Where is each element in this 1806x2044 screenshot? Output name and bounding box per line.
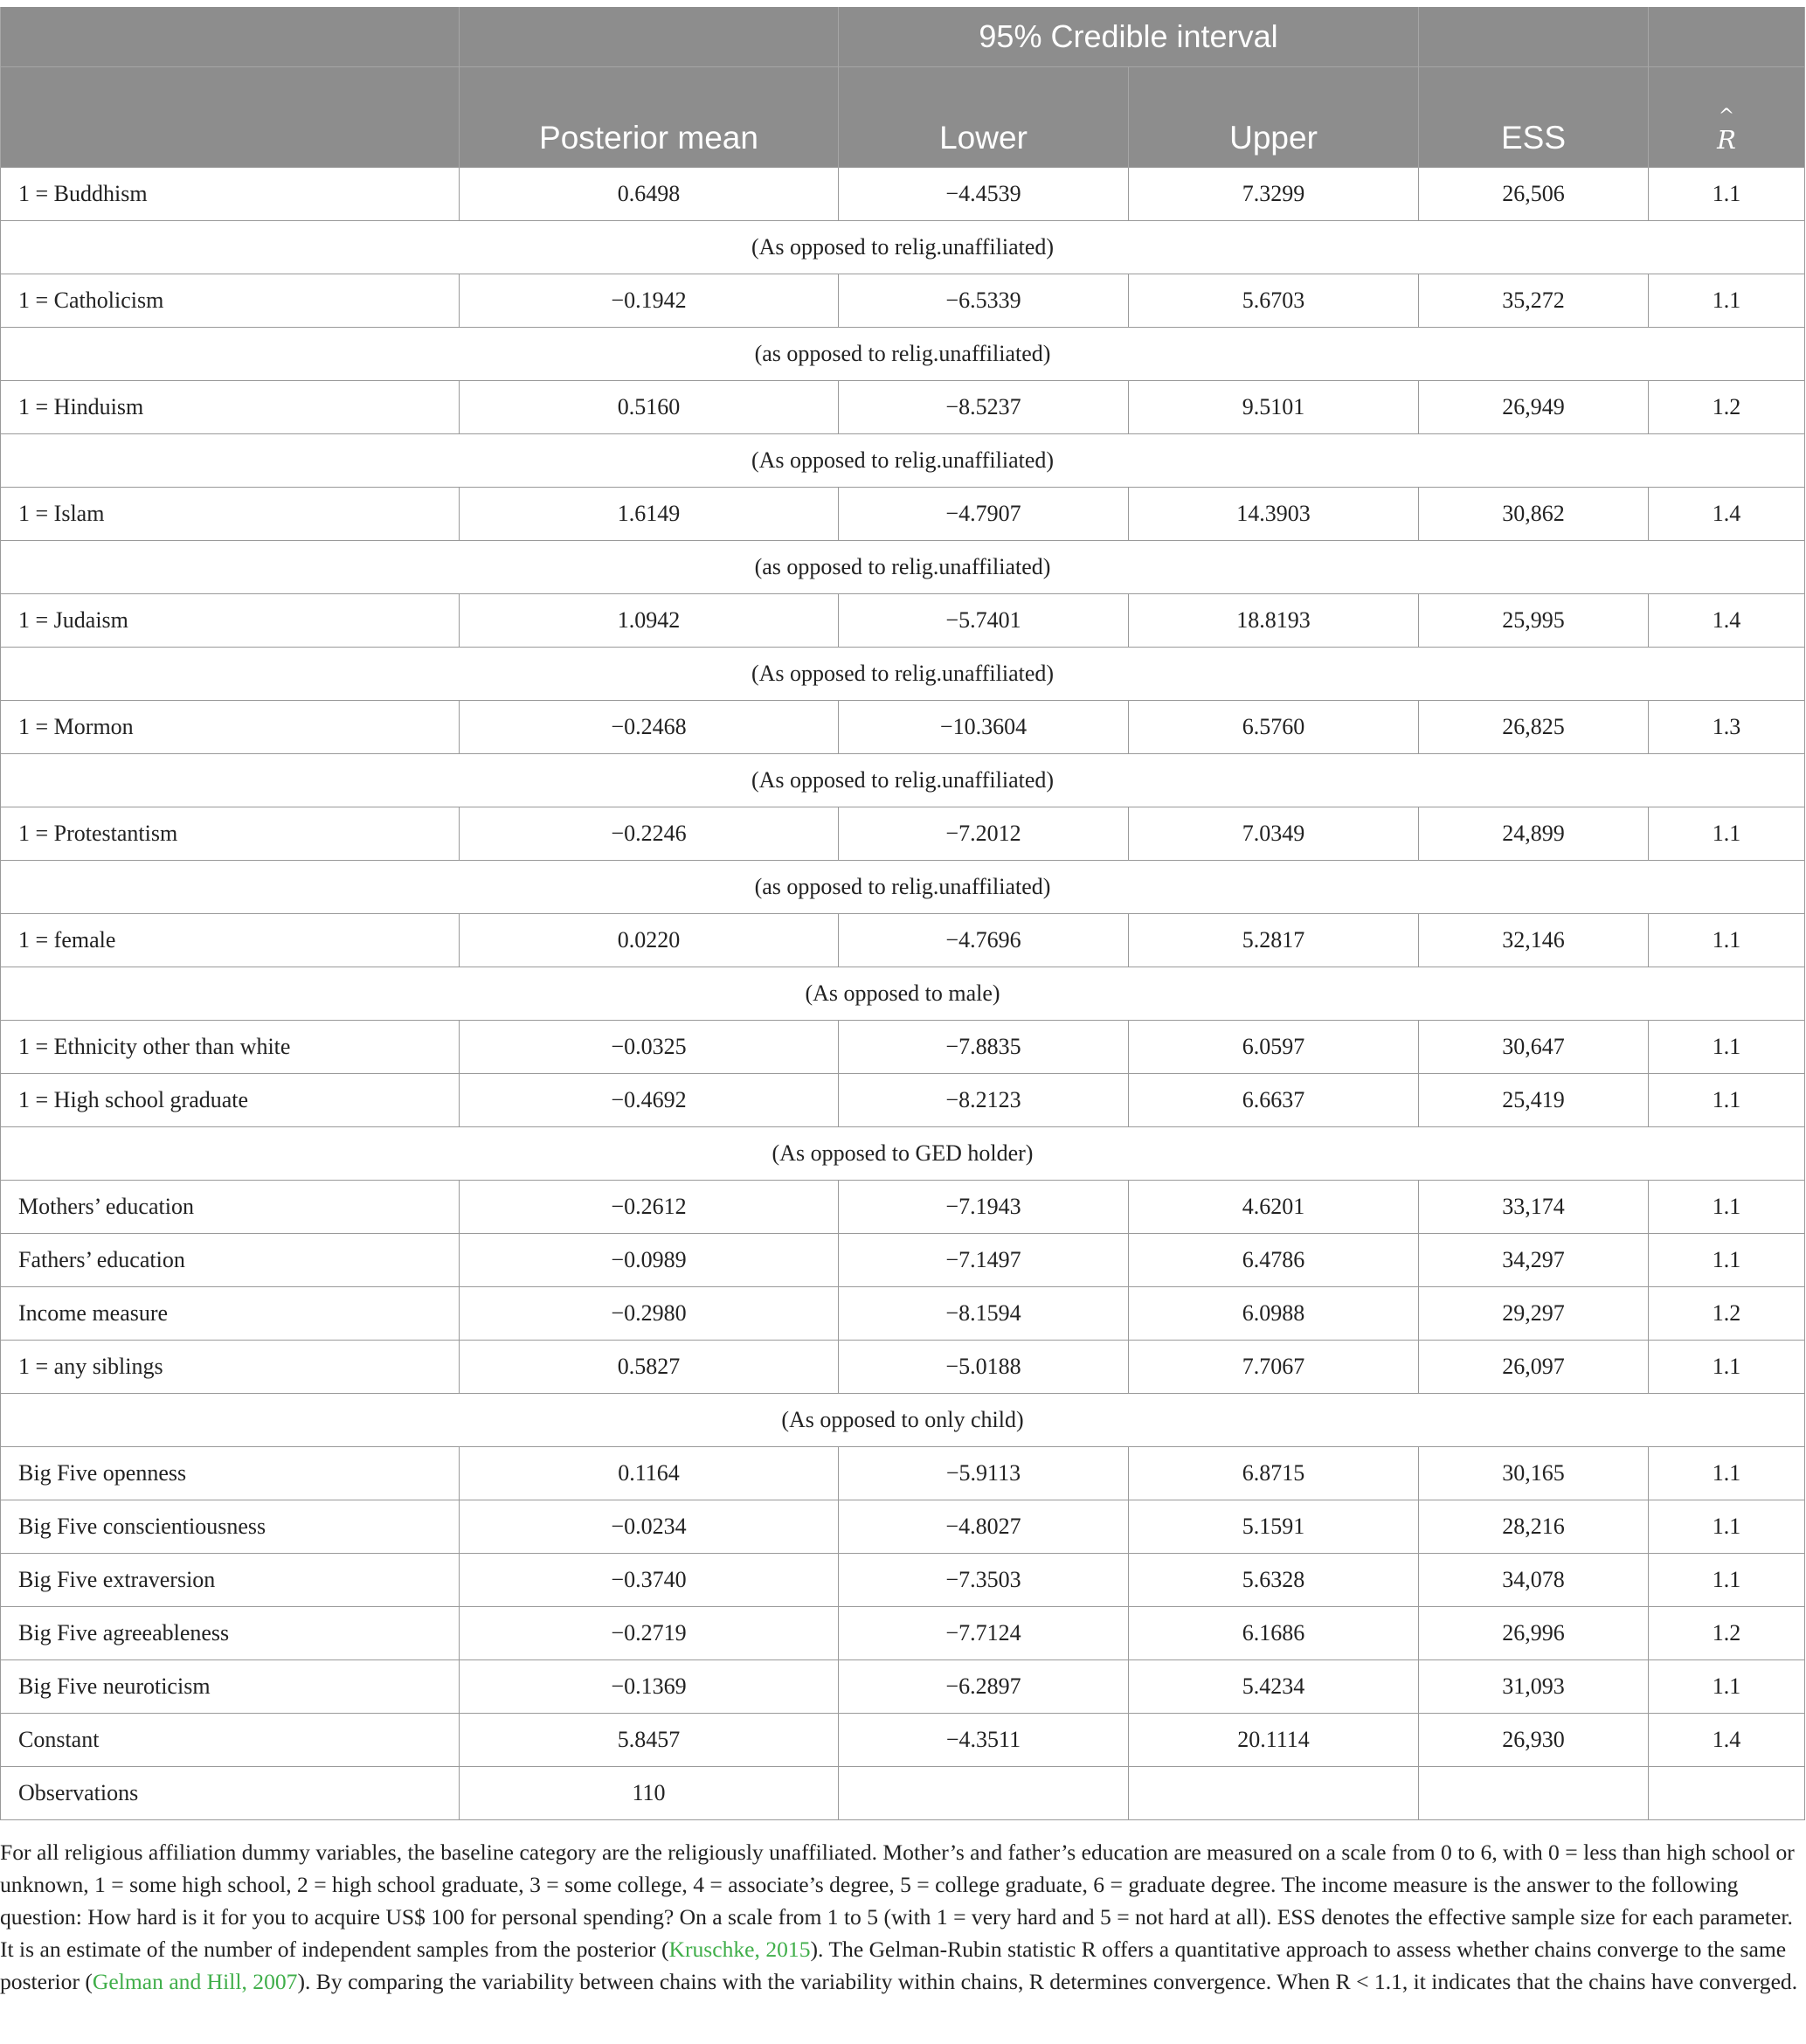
table-row xyxy=(1,1607,1805,1660)
note-row xyxy=(1,541,1805,594)
posterior-mean-cell: −0.3740 xyxy=(460,1554,839,1607)
upper-cell: 6.6637 xyxy=(1129,1074,1419,1127)
variable-label: 1 = female xyxy=(1,914,460,967)
posterior-mean-cell: −0.2719 xyxy=(460,1607,839,1660)
variable-label: Big Five conscientiousness xyxy=(1,1500,460,1554)
posterior-mean-cell: −0.2612 xyxy=(460,1181,839,1234)
posterior-mean-cell: 0.0220 xyxy=(460,914,839,967)
ess-cell: 33,174 xyxy=(1419,1181,1649,1234)
header-empty-cell xyxy=(1419,7,1649,67)
ess-cell: 25,995 xyxy=(1419,594,1649,648)
ess-cell: 32,146 xyxy=(1419,914,1649,967)
note-row xyxy=(1,328,1805,381)
rhat-cell: 1.2 xyxy=(1649,381,1805,434)
table-row xyxy=(1,701,1805,754)
posterior-mean-cell: 5.8457 xyxy=(460,1714,839,1767)
upper-cell: 6.8715 xyxy=(1129,1447,1419,1500)
note-row xyxy=(1,221,1805,274)
column-header-ess: ESS xyxy=(1419,67,1649,168)
rhat-cell: 1.4 xyxy=(1649,594,1805,648)
lower-cell: −4.7696 xyxy=(839,914,1129,967)
posterior-mean-cell: 1.6149 xyxy=(460,488,839,541)
lower-cell: −5.0188 xyxy=(839,1341,1129,1394)
table-row xyxy=(1,1341,1805,1394)
upper-cell: 7.3299 xyxy=(1129,168,1419,221)
header-empty-cell xyxy=(1649,7,1805,67)
note-row xyxy=(1,434,1805,488)
table-row xyxy=(1,1287,1805,1341)
lower-cell: −7.1497 xyxy=(839,1234,1129,1287)
upper-cell: 5.4234 xyxy=(1129,1660,1419,1714)
rhat-cell: 1.1 xyxy=(1649,1021,1805,1074)
lower-cell: −4.3511 xyxy=(839,1714,1129,1767)
lower-cell xyxy=(839,1767,1129,1820)
ess-cell: 28,216 xyxy=(1419,1500,1649,1554)
upper-cell: 5.6703 xyxy=(1129,274,1419,328)
variable-label: 1 = Judaism xyxy=(1,594,460,648)
posterior-mean-cell: 0.1164 xyxy=(460,1447,839,1500)
posterior-mean-cell: −0.0325 xyxy=(460,1021,839,1074)
posterior-mean-cell: 110 xyxy=(460,1767,839,1820)
lower-cell: −7.1943 xyxy=(839,1181,1129,1234)
posterior-mean-cell: 0.6498 xyxy=(460,168,839,221)
variable-label: 1 = Ethnicity other than white xyxy=(1,1021,460,1074)
variable-label: 1 = Islam xyxy=(1,488,460,541)
column-header-rhat xyxy=(1649,67,1805,168)
note-row xyxy=(1,967,1805,1021)
rhat-cell: 1.1 xyxy=(1649,1447,1805,1500)
table-row xyxy=(1,1554,1805,1607)
variable-label: Fathers’ education xyxy=(1,1234,460,1287)
variable-label: 1 = Mormon xyxy=(1,701,460,754)
posterior-mean-cell: −0.1942 xyxy=(460,274,839,328)
column-header-lower: Lower xyxy=(839,67,1129,168)
upper-cell: 7.7067 xyxy=(1129,1341,1419,1394)
posterior-mean-cell: −0.4692 xyxy=(460,1074,839,1127)
posterior-mean-cell: 0.5160 xyxy=(460,381,839,434)
table-row xyxy=(1,807,1805,861)
rhat-symbol xyxy=(1717,106,1736,155)
ess-cell: 26,949 xyxy=(1419,381,1649,434)
variable-label: Constant xyxy=(1,1714,460,1767)
lower-cell: −7.8835 xyxy=(839,1021,1129,1074)
variable-label: 1 = Catholicism xyxy=(1,274,460,328)
ess-cell: 26,930 xyxy=(1419,1714,1649,1767)
ess-cell xyxy=(1419,1767,1649,1820)
variable-label: Income measure xyxy=(1,1287,460,1341)
rhat-cell: 1.1 xyxy=(1649,1341,1805,1394)
rhat-cell: 1.1 xyxy=(1649,1554,1805,1607)
footnote-text: ). The Gelman-Rubin statistic R offers a quantitative approach to assess whether chains converge to the same posterior ( xyxy=(0,1937,1787,1994)
rhat-cell: 1.1 xyxy=(1649,274,1805,328)
ess-cell: 29,297 xyxy=(1419,1287,1649,1341)
rhat-hat: ^ xyxy=(1718,106,1735,128)
upper-cell: 5.2817 xyxy=(1129,914,1419,967)
posterior-mean-cell: 0.5827 xyxy=(460,1341,839,1394)
variable-label: Big Five extraversion xyxy=(1,1554,460,1607)
column-header-posterior-mean: Posterior mean xyxy=(460,67,839,168)
rhat-cell: 1.1 xyxy=(1649,1074,1805,1127)
rhat-cell: 1.4 xyxy=(1649,1714,1805,1767)
ess-cell: 30,862 xyxy=(1419,488,1649,541)
upper-cell: 20.1114 xyxy=(1129,1714,1419,1767)
upper-cell xyxy=(1129,1767,1419,1820)
ess-cell: 34,078 xyxy=(1419,1554,1649,1607)
header-row-group xyxy=(1,7,1805,67)
rhat-cell: 1.1 xyxy=(1649,1500,1805,1554)
rhat-cell: 1.1 xyxy=(1649,807,1805,861)
baseline-note: (as opposed to relig.unaffiliated) xyxy=(1,861,1805,914)
ess-cell: 35,272 xyxy=(1419,274,1649,328)
table-row xyxy=(1,1767,1805,1820)
upper-cell: 9.5101 xyxy=(1129,381,1419,434)
lower-cell: −7.2012 xyxy=(839,807,1129,861)
rhat-cell: 1.4 xyxy=(1649,488,1805,541)
baseline-note: (As opposed to relig.unaffiliated) xyxy=(1,434,1805,488)
lower-cell: −8.5237 xyxy=(839,381,1129,434)
baseline-note: (As opposed to GED holder) xyxy=(1,1127,1805,1181)
lower-cell: −8.2123 xyxy=(839,1074,1129,1127)
table-footnote xyxy=(0,1836,1802,1998)
ess-cell: 31,093 xyxy=(1419,1660,1649,1714)
variable-label: 1 = Hinduism xyxy=(1,381,460,434)
header-row-columns xyxy=(1,67,1805,168)
upper-cell: 6.1686 xyxy=(1129,1607,1419,1660)
ess-cell: 30,647 xyxy=(1419,1021,1649,1074)
baseline-note: (as opposed to relig.unaffiliated) xyxy=(1,328,1805,381)
upper-cell: 7.0349 xyxy=(1129,807,1419,861)
table-row xyxy=(1,1660,1805,1714)
table-row xyxy=(1,1714,1805,1767)
note-row xyxy=(1,861,1805,914)
table-row xyxy=(1,1074,1805,1127)
note-row xyxy=(1,648,1805,701)
variable-label: Big Five neuroticism xyxy=(1,1660,460,1714)
lower-cell: −4.7907 xyxy=(839,488,1129,541)
variable-label: Big Five openness xyxy=(1,1447,460,1500)
upper-cell: 5.6328 xyxy=(1129,1554,1419,1607)
table-row xyxy=(1,381,1805,434)
lower-cell: −5.9113 xyxy=(839,1447,1129,1500)
rhat-cell: 1.1 xyxy=(1649,1660,1805,1714)
variable-label: 1 = High school graduate xyxy=(1,1074,460,1127)
note-row xyxy=(1,754,1805,807)
variable-label: Mothers’ education xyxy=(1,1181,460,1234)
upper-cell: 6.0597 xyxy=(1129,1021,1419,1074)
citation-link-kruschke[interactable]: Kruschke, 2015 xyxy=(668,1937,811,1962)
ess-cell: 26,825 xyxy=(1419,701,1649,754)
footnote-text: ). By comparing the variability between chains with the variability within chains, R determines convergence. When R < 1.1, it indicates that the chains have converged. xyxy=(297,1969,1798,1994)
rhat-cell: 1.1 xyxy=(1649,168,1805,221)
table-header xyxy=(1,7,1805,168)
variable-label: 1 = any siblings xyxy=(1,1341,460,1394)
rhat-cell: 1.3 xyxy=(1649,701,1805,754)
table-row xyxy=(1,274,1805,328)
posterior-mean-cell: −0.0989 xyxy=(460,1234,839,1287)
ess-cell: 26,996 xyxy=(1419,1607,1649,1660)
rhat-letter: R xyxy=(1717,125,1736,155)
rhat-cell: 1.1 xyxy=(1649,914,1805,967)
table-row xyxy=(1,1181,1805,1234)
posterior-mean-cell: −0.0234 xyxy=(460,1500,839,1554)
ess-cell: 25,419 xyxy=(1419,1074,1649,1127)
rhat-cell: 1.1 xyxy=(1649,1234,1805,1287)
posterior-mean-cell: −0.2980 xyxy=(460,1287,839,1341)
table-row xyxy=(1,488,1805,541)
posterior-mean-cell: −0.2468 xyxy=(460,701,839,754)
baseline-note: (As opposed to relig.unaffiliated) xyxy=(1,754,1805,807)
lower-cell: −5.7401 xyxy=(839,594,1129,648)
table-row xyxy=(1,914,1805,967)
footnote-text: For all religious affiliation dummy variables, the baseline category are the religiously unaffiliated. Mother’s and father’s education are measured on a scale from 0 to 6, with 0 = less than high school or unknown, 1 = some high school, 2 = high school graduate, 3 = some college, 4 = associate’s degree, 5 = college graduate, 6 = graduate degree. The income measure is the answer to the following question: How hard is it for you to acquire US$ 100 for personal spending? On a scale from 1 to 5 (with 1 = very hard and 5 = not hard at all). ESS denotes the effective sample size for each parameter. It is an estimate of the number of independent samples from the posterior ( xyxy=(0,1840,1795,1962)
table-row xyxy=(1,1021,1805,1074)
credible-interval-header: 95% Credible interval xyxy=(839,7,1419,67)
rhat-cell: 1.2 xyxy=(1649,1287,1805,1341)
upper-cell: 18.8193 xyxy=(1129,594,1419,648)
posterior-mean-cell: −0.2246 xyxy=(460,807,839,861)
table-row xyxy=(1,1234,1805,1287)
variable-label: Big Five agreeableness xyxy=(1,1607,460,1660)
column-header-upper: Upper xyxy=(1129,67,1419,168)
table-row xyxy=(1,594,1805,648)
table-row xyxy=(1,1447,1805,1500)
upper-cell: 14.3903 xyxy=(1129,488,1419,541)
header-label-cell xyxy=(1,67,460,168)
lower-cell: −6.5339 xyxy=(839,274,1129,328)
ess-cell: 30,165 xyxy=(1419,1447,1649,1500)
ess-cell: 26,506 xyxy=(1419,168,1649,221)
lower-cell: −4.4539 xyxy=(839,168,1129,221)
upper-cell: 5.1591 xyxy=(1129,1500,1419,1554)
lower-cell: −4.8027 xyxy=(839,1500,1129,1554)
lower-cell: −6.2897 xyxy=(839,1660,1129,1714)
lower-cell: −8.1594 xyxy=(839,1287,1129,1341)
upper-cell: 6.0988 xyxy=(1129,1287,1419,1341)
rhat-cell: 1.2 xyxy=(1649,1607,1805,1660)
rhat-cell xyxy=(1649,1767,1805,1820)
baseline-note: (as opposed to relig.unaffiliated) xyxy=(1,541,1805,594)
header-empty-cell xyxy=(1,7,460,67)
lower-cell: −7.3503 xyxy=(839,1554,1129,1607)
ess-cell: 34,297 xyxy=(1419,1234,1649,1287)
variable-label: 1 = Protestantism xyxy=(1,807,460,861)
table-row xyxy=(1,1500,1805,1554)
lower-cell: −10.3604 xyxy=(839,701,1129,754)
rhat-cell: 1.1 xyxy=(1649,1181,1805,1234)
citation-link-gelman-hill[interactable]: Gelman and Hill, 2007 xyxy=(92,1969,298,1994)
ess-cell: 26,097 xyxy=(1419,1341,1649,1394)
baseline-note: (As opposed to only child) xyxy=(1,1394,1805,1447)
upper-cell: 6.4786 xyxy=(1129,1234,1419,1287)
ess-cell: 24,899 xyxy=(1419,807,1649,861)
baseline-note: (As opposed to relig.unaffiliated) xyxy=(1,648,1805,701)
upper-cell: 6.5760 xyxy=(1129,701,1419,754)
table-row xyxy=(1,168,1805,221)
header-empty-cell xyxy=(460,7,839,67)
upper-cell: 4.6201 xyxy=(1129,1181,1419,1234)
posterior-mean-cell: 1.0942 xyxy=(460,594,839,648)
table-body xyxy=(1,168,1805,1820)
lower-cell: −7.7124 xyxy=(839,1607,1129,1660)
baseline-note: (As opposed to relig.unaffiliated) xyxy=(1,221,1805,274)
results-table xyxy=(0,7,1805,1820)
posterior-mean-cell: −0.1369 xyxy=(460,1660,839,1714)
note-row xyxy=(1,1127,1805,1181)
baseline-note: (As opposed to male) xyxy=(1,967,1805,1021)
note-row xyxy=(1,1394,1805,1447)
variable-label: Observations xyxy=(1,1767,460,1820)
variable-label: 1 = Buddhism xyxy=(1,168,460,221)
